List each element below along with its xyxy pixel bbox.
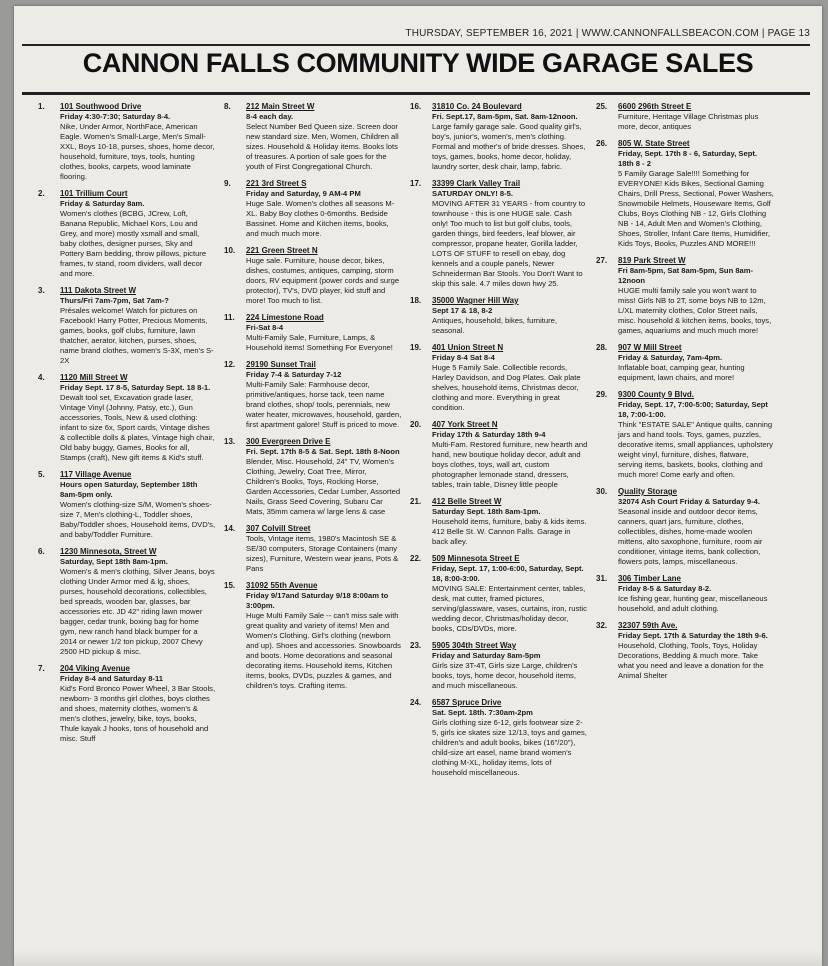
sale-listing xyxy=(410,698,588,778)
listing-hours: Fri-Sat 8-4 xyxy=(246,323,284,332)
listing-number: 22. xyxy=(410,554,422,563)
listing-address: 221 3rd Street S xyxy=(246,179,307,188)
listing-address: 412 Belle Street W xyxy=(432,497,502,506)
sale-listing xyxy=(38,470,216,540)
sale-listing xyxy=(410,179,588,289)
listing-address: 111 Dakota Street W xyxy=(60,286,137,295)
listing-hours: Friday, Sept. 17, 1:00-6:00, Saturday, Sept. 18, 8:00-3:00. xyxy=(432,564,584,583)
listing-hours: Friday 8-4 Sat 8-4 xyxy=(432,353,495,362)
listing-number: 23. xyxy=(410,641,422,650)
listing-hours: Sept 17 & 18, 8-2 xyxy=(432,306,493,315)
listing-number: 4. xyxy=(38,373,45,382)
listing-address: 307 Colvill Street xyxy=(246,524,311,533)
listing-address: 5905 304th Street Way xyxy=(432,641,517,650)
listing-description: Tools, Vintage items, 1980's Macintosh SE & SE/30 computers, Storage Containers (many sizes), Furniture, Western wear jeans, Pots & Pans xyxy=(246,534,399,573)
listing-hours: Friday 4:30-7:30; Saturday 8-4. xyxy=(60,112,171,121)
listing-address: 33399 Clark Valley Trail xyxy=(432,179,521,188)
listing-number: 19. xyxy=(410,343,422,352)
listing-description: Women's & men's clothing, Silver Jeans, boys clothing Under Armor med & lg, shoes, purses, household decorations, collectibles, bed spreads, wooden bar, glasses, bar accessories etc. JD 42" riding lawn mower bagger, cedar trunk, boxing bag for home gym, new ranch hand black bumper for a 2014 or newer 1/2 ton pickup, 2007 Chevy 2500 HD pickup & misc. xyxy=(60,567,215,656)
listing-address: 1230 Minnesota, Street W xyxy=(60,547,157,556)
listing-hours: Friday Sept. 17 8-5, Saturday Sept. 18 8-1. xyxy=(60,383,211,392)
listing-description: MOVING AFTER 31 YEARS - from country to townhouse - this is one HUGE sale. Cash only! Too much to list but golf clubs, tools, garden things, bird feeders, leaf blower, air compressor, propane heater, Gorilla ladder, LOTS OF STUFF to resell on ebay, dog kennels and a couple panels, Newer Schneiderman Bar Stools. You Don't Want to skip this sale. 4.7 miles down hwy 25. xyxy=(432,199,586,288)
listing-number: 8. xyxy=(224,102,231,111)
sale-listing xyxy=(224,581,402,691)
listing-number: 5. xyxy=(38,470,45,479)
listing-number: 11. xyxy=(224,313,235,322)
page-bottom-edge xyxy=(14,950,822,966)
listing-number: 16. xyxy=(410,102,422,111)
listing-hours: Friday 17th & Saturday 18th 9-4 xyxy=(432,430,546,439)
listing-description: Multi-Fam. Restored furniture, new hearth and hand, new boutique holiday decor, adult and boys clothes, toys, wall art, custom photographer lemonade stand, dressers, tables, train table, Disney little people xyxy=(432,440,588,489)
listing-address: 407 York Street N xyxy=(432,420,498,429)
listing-hours: Fri 8am-5pm, Sat 8am-5pm, Sun 8am-12noon xyxy=(618,266,754,285)
listing-column-3 xyxy=(410,102,588,785)
sale-listing xyxy=(410,343,588,413)
listing-description: Huge sale. Furniture, house decor, bikes, dishes, costumes, antiques, camping, storm doors, RV equipment (power cords and surge protector), TV's, DVD player, kid stuff and more! Too much to list. xyxy=(246,256,400,305)
sale-listing xyxy=(596,343,774,383)
listing-number: 25. xyxy=(596,102,608,111)
listing-number: 1. xyxy=(38,102,45,111)
masthead-rule xyxy=(22,44,810,46)
listing-address: 6600 296th Street E xyxy=(618,102,692,111)
sale-listing xyxy=(224,313,402,353)
sale-listing xyxy=(38,373,216,463)
listing-number: 12. xyxy=(224,360,236,369)
listing-description: Multi-Family Sale, Furniture, Lamps, & Household items! Something For Everyone! xyxy=(246,333,393,352)
listing-address: 221 Green Street N xyxy=(246,246,318,255)
listing-description: Dewalt tool set, Excavation grade laser, Vintage Vinyl (Johnny, Patsy, etc.), Gun accessories, Tools, New & used clothing: infant to size 6x, Sport cards, Vintage dishes & collectible dolls & plates, Vintage high chair, Old baby buggy, Games, Books for all, Stamps (craft), New gift items & Kid's stuff. xyxy=(60,393,215,462)
sale-listing xyxy=(224,524,402,574)
listing-hours: Thurs/Fri 7am-7pm, Sat 7am-? xyxy=(60,296,169,305)
listing-description: Women's clothing-size S/M, Women's shoes-size 7, Men's clothing-L, Toddler shoes, Baby/Toddler shoes, Household items, DVD's, and baby/Toddler Furniture. xyxy=(60,500,216,539)
listing-hours: Fri. Sept.17, 8am-5pm, Sat. 8am-12noon. xyxy=(432,112,578,121)
listing-description: Furniture, Heritage Village Christmas plus more, decor, antiques xyxy=(618,112,759,131)
sale-listing xyxy=(596,487,774,567)
sale-listing xyxy=(38,102,216,182)
listing-address: 29190 Sunset Trail xyxy=(246,360,316,369)
listing-number: 29. xyxy=(596,390,608,399)
listing-description: Ice fishing gear, hunting gear, miscellaneous household, and adult clothing. xyxy=(618,594,768,613)
sale-listing xyxy=(410,296,588,336)
listing-hours: Sat. Sept. 18th. 7:30am-2pm xyxy=(432,708,533,717)
listing-hours: Friday & Saturday 8am. xyxy=(60,199,145,208)
listing-number: 2. xyxy=(38,189,45,198)
listing-description: Think "ESTATE SALE" Antique quilts, canning jars and hand tools. Toys, games, puzzles, decorative items, small appliances, upholstery weight vinyl, furniture, dishes, flatware, serving items, baskets, books, clothing and much more! Come early and often. xyxy=(618,420,773,479)
listing-description: Antiques, household, bikes, furniture, seasonal. xyxy=(432,316,557,335)
listing-number: 17. xyxy=(410,179,422,188)
listing-address: 101 Trillium Court xyxy=(60,189,128,198)
sale-listing xyxy=(410,641,588,691)
sale-listing xyxy=(410,102,588,172)
listing-address: 224 Limestone Road xyxy=(246,313,324,322)
listing-description: HUGE multi family sale you won't want to miss! Girls NB to 2T, some boys NB to 12m, L/XL maternity clothes, Color Street nails, misc. household & kitchen items, books, toys, games, aquariums and much much more! xyxy=(618,286,772,335)
listing-hours: Fri. Sept. 17th 8-5 & Sat. Sept. 18th 8-Noon xyxy=(246,447,400,456)
listing-address: 31810 Co. 24 Boulevard xyxy=(432,102,522,111)
listing-description: Girls size 3T-4T, Girls size Large, children's books, toys, home decor, household items, and much miscellaneous. xyxy=(432,661,578,690)
sale-listing xyxy=(596,621,774,681)
listing-description: Nike, Under Armor, NorthFace, American Eagle. Women's Small-Large, Men's Small-XXL, Boys 10-18, purses, shoes, home decor, household, furniture, toys, tools, hunting clothes, books, carpets, wood laminate flooring. xyxy=(60,122,215,181)
title-rule xyxy=(22,92,810,95)
listing-address: 204 Viking Avenue xyxy=(60,664,130,673)
listing-number: 15. xyxy=(224,581,236,590)
listing-description: Blender, Misc. Household, 24" TV, Women's Clothing, Jewelry, Coat Tree, Mirror, Children's Books, Toys, Rocking Horse, Garden Accessories, Cedar Lumber, Assorted Nails, Grass Seed Covering, Subaru Car Mats, 35mm camera w/ large lens & case xyxy=(246,457,401,516)
listing-number: 9. xyxy=(224,179,231,188)
listing-hours: Friday 9/17and Saturday 9/18 8:00am to 3:00pm. xyxy=(246,591,389,610)
listing-hours: Saturday Sept. 18th 8am-1pm. xyxy=(432,507,541,516)
listing-address: 31092 55th Avenue xyxy=(246,581,318,590)
listing-number: 13. xyxy=(224,437,236,446)
listing-hours: Friday 8-4 and Saturday 8-11 xyxy=(60,674,163,683)
listing-hours: Friday & Saturday, 7am-4pm. xyxy=(618,353,723,362)
listing-column-2 xyxy=(224,102,402,698)
listing-hours: 32074 Ash Court Friday & Saturday 9-4. xyxy=(618,497,760,506)
listing-description: Large family garage sale. Good quality girl's, boy's, junior's, women's, men's clothing. Formal and mother's of bride dresses. Shoes, toys, games, books, home decor, holiday, laundry sorter, desk chair, lamp, fabric. xyxy=(432,122,586,171)
listing-hours: 8-4 each day. xyxy=(246,112,294,121)
listing-address: 6587 Spruce Drive xyxy=(432,698,502,707)
sale-listing xyxy=(224,360,402,430)
sale-listing xyxy=(38,286,216,366)
listing-number: 7. xyxy=(38,664,45,673)
listing-number: 14. xyxy=(224,524,236,533)
listing-description: Huge Multi Family Sale -- can't miss sale with great quality and variety of items! Men and Women's Clothing. Girl's clothing (newborn and up). Shoes and accessories. Snowboards and boots. Home decorations and seasonal decorating items. Household items, Kitchen items, books, DVDs, puzzles & games, and children's toys. Crafting items. xyxy=(246,611,401,690)
listing-number: 26. xyxy=(596,139,608,148)
listing-number: 32. xyxy=(596,621,608,630)
listing-number: 24. xyxy=(410,698,422,707)
sale-listing xyxy=(224,179,402,239)
listing-address: 1120 Mill Street W xyxy=(60,373,128,382)
listing-address: 117 Village Avenue xyxy=(60,470,132,479)
listing-number: 21. xyxy=(410,497,422,506)
listing-description: Women's clothes (BCBG, JCrew, Loft, Banana Republic, Michael Kors, Lou and Grey, and more) mostly xsmall and small, baby clothes, designer purses, Sky and Pottery Barn bedding, throw pillows, picture frames, tv stand, room dividers, wall decor and more. xyxy=(60,209,207,278)
listing-description: MOVING SALE: Entertainment center, tables, desk, mat cutter, framed pictures, serving/glassware, vases, curtains, iron, rustic wedding decor, Christmas/holiday decor, books, CDs/DVDs, more. xyxy=(432,584,587,633)
listing-hours: Friday, Sept. 17th 8 - 6, Saturday, Sept. 18th 8 - 2 xyxy=(618,149,757,168)
newspaper-page xyxy=(14,6,822,966)
sale-listing xyxy=(596,256,774,336)
listing-address: 300 Evergreen Drive E xyxy=(246,437,331,446)
listing-description: Présales welcome! Watch for pictures on Facebook! Harry Potter, Precious Moments, games, books, golf clubs, furniture, lawn thatcher, aerator, kitchen, purses, shoes, name brand clothes, women's S-3X, men's S-2X xyxy=(60,306,214,365)
sale-listing xyxy=(38,189,216,279)
listing-hours: Hours open Saturday, September 18th 8am-5pm only. xyxy=(60,480,198,499)
sale-listing xyxy=(410,554,588,634)
listing-hours: SATURDAY ONLY! 8-5. xyxy=(432,189,514,198)
listing-address: 101 Southwood Drive xyxy=(60,102,142,111)
listing-address: 35000 Wagner Hill Way xyxy=(432,296,519,305)
listing-address: 509 Minnesota Street E xyxy=(432,554,520,563)
listing-number: 27. xyxy=(596,256,608,265)
listing-number: 18. xyxy=(410,296,422,305)
listing-hours: Friday, Sept. 17, 7:00-5:00; Saturday, Sept 18, 7:00-1:00. xyxy=(618,400,768,419)
listing-address: 32307 59th Ave. xyxy=(618,621,678,630)
listing-address: 907 W Mill Street xyxy=(618,343,682,352)
listing-number: 31. xyxy=(596,574,608,583)
listing-number: 3. xyxy=(38,286,45,295)
listing-column-4 xyxy=(596,102,774,688)
listing-address: 805 W. State Street xyxy=(618,139,690,148)
sale-listing xyxy=(224,246,402,306)
listing-hours: Friday 7-4 & Saturday 7-12 xyxy=(246,370,342,379)
listing-description: Seasonal inside and outdoor decor items, canners, quart jars, furniture, clothes, collectibles, dishes, home-made woolen mittens, alto saxophone, furniture, room air conditioner, vintage items, bank collection, flowers pots, lamps, miscellaneous. xyxy=(618,507,763,566)
listing-number: 30. xyxy=(596,487,608,496)
listing-address: 819 Park Street W xyxy=(618,256,686,265)
listing-number: 20. xyxy=(410,420,422,429)
listing-hours: Friday Sept. 17th & Saturday the 18th 9-6. xyxy=(618,631,768,640)
listing-address: 9300 County 9 Blvd. xyxy=(618,390,695,399)
listing-description: Household, Clothing, Tools, Toys, Holiday Decorations, Bedding & much more. Take what you need and leave a donation for the Animal Shelter xyxy=(618,641,764,680)
sale-listing xyxy=(38,547,216,657)
sale-listing xyxy=(596,574,774,614)
page-title: CANNON FALLS COMMUNITY WIDE GARAGE SALES xyxy=(82,48,754,78)
listing-description: Household items, furniture, baby & kids items. 412 Belle St. W. Cannon Falls. Garage in back alley. xyxy=(432,517,587,546)
listing-column-1 xyxy=(38,102,216,751)
listing-description: Huge Sale. Women's clothes all seasons M-XL. Baby Boy clothes 0-6months. Bedside Bassinet. Home and Kitchen items, books, and much much more. xyxy=(246,199,395,238)
masthead-line: THURSDAY, SEPTEMBER 16, 2021 | WWW.CANNONFALLSBEACON.COM | PAGE 13 xyxy=(405,28,810,39)
sale-listing xyxy=(410,497,588,547)
listing-number: 10. xyxy=(224,246,236,255)
listing-description: Inflatable boat, camping gear, hunting equipment, lawn chairs, and more! xyxy=(618,363,745,382)
listing-description: 5 Family Garage Sale!!!! Something for EVERYONE! Kids Bikes, Sectional Gaming Chairs, Drill Press, Sectional, Power Washers, Snowmobile Helmets, Houseware Items, Golf Clubs, Boys Clothing NB - 12, Girls Clothing NB - 14, Adult Men and Women's Clothing, Shoes, Stroller, Infant Care Items, Humidifier, Kids Toys, Books, Puzzles AND MORE!!! xyxy=(618,169,774,248)
listing-address: 306 Timber Lane xyxy=(618,574,681,583)
listing-address: Quality Storage xyxy=(618,487,678,496)
listing-number: 6. xyxy=(38,547,45,556)
listing-description: Huge 5 Family Sale. Collectible records, Harley Davidson, and Dog Plates. Oak plate shelves, household items, Christmas decor, clothing and more. Everything in great condition. xyxy=(432,363,581,412)
listing-hours: Saturday, Sept 18th 8am-1pm. xyxy=(60,557,168,566)
listing-description: Girls clothing size 6-12, girls footwear size 2-5, girls ice skates size 12/13, toys and games, children's and adult books, bikes (16"/20"), child-size art easel, name brand women's clothing M-XL, holiday items, lots of household miscellaneous. xyxy=(432,718,587,777)
listing-description: Kid's Ford Bronco Power Wheel, 3 Bar Stools, newborn- 3 months girl clothes, boys clothes and shoes, maternity clothes, women's & men's clothes, jewelry, bike, toys, books, Thule kayak J hooks, tons of household and misc. Stuff xyxy=(60,684,216,743)
sale-listing xyxy=(224,437,402,517)
sale-listing xyxy=(224,102,402,172)
listing-description: Select Number Bed Queen size. Screen door new standard size. Men, Women, Children all sizes. Household & Holiday items. Books lots of treasures. A portion of sale goes for the youth of First Congregational Church. xyxy=(246,122,399,171)
listing-hours: Friday 8-5 & Saturday 8-2. xyxy=(618,584,712,593)
listing-hours: Friday and Saturday, 9 AM-4 PM xyxy=(246,189,361,198)
sale-listing xyxy=(596,102,774,132)
sale-listing xyxy=(596,390,774,480)
sale-listing xyxy=(410,420,588,490)
listing-hours: Friday and Saturday 8am-5pm xyxy=(432,651,541,660)
listing-address: 212 Main Street W xyxy=(246,102,315,111)
listing-address: 401 Union Street N xyxy=(432,343,504,352)
listing-description: Multi-Family Sale: Farmhouse decor, primitive/antiques, horse tack, teen name brand clothes, shop/ tools, perennials, new water heater, microwaves, household, garden, first apartment galore! Stuff is priced to move. xyxy=(246,380,402,429)
listing-number: 28. xyxy=(596,343,608,352)
sale-listing xyxy=(596,139,774,249)
sale-listing xyxy=(38,664,216,744)
